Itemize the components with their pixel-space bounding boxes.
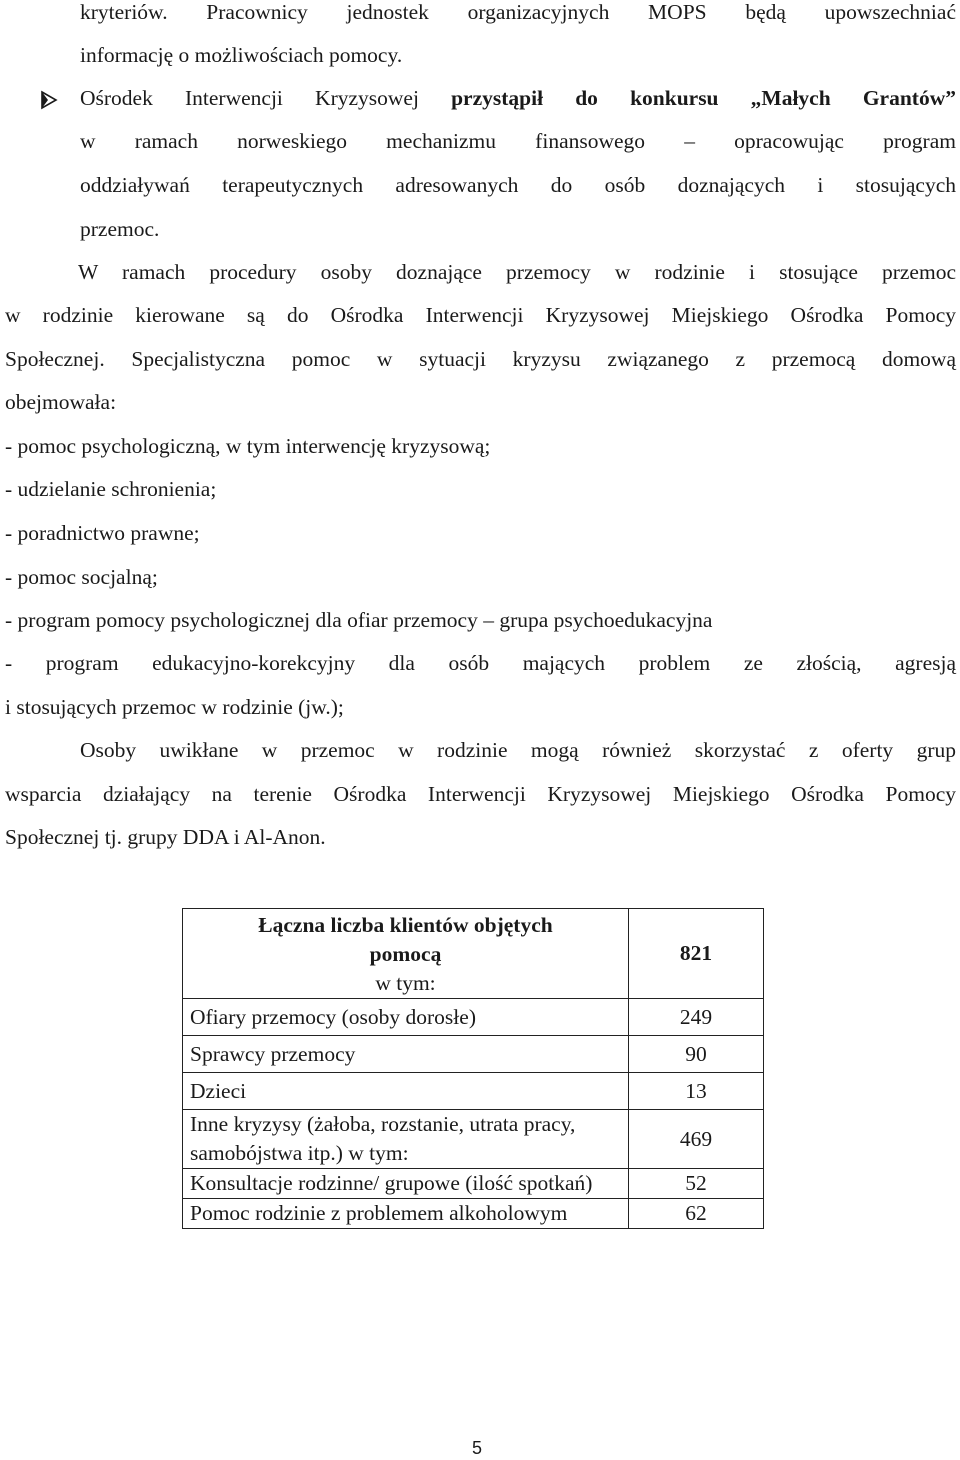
paragraph-line: Społecznej tj. grupy DDA i Al-Anon.	[5, 825, 326, 849]
table-cell-value: 13	[629, 1073, 764, 1110]
paragraph-line	[80, 88, 956, 110]
paragraph-line: przemoc.	[80, 217, 160, 241]
table-cell-label: Sprawcy przemocy	[183, 1036, 629, 1073]
page-number: 5	[472, 1438, 483, 1458]
table-header-title: Łączna liczba klientów objętych	[258, 913, 553, 937]
table-cell-label: Konsultacje rodzinne/ grupowe (ilość spotkań)	[183, 1169, 629, 1199]
table-cell-value: 249	[629, 999, 764, 1036]
paragraph-line: w rodzinie kierowane są do Ośrodka Interwencji Kryzysowej Miejskiego Ośrodka Pomocy	[5, 303, 956, 327]
table-cell-value: 90	[629, 1036, 764, 1073]
bullet-text: Ośrodek Interwencji Kryzysowej	[80, 86, 419, 110]
table-row	[183, 1199, 764, 1229]
paragraph-line: w ramach norweskiego mechanizmu finansowego – opracowując program	[80, 129, 956, 153]
table-cell-label: Pomoc rodzinie z problemem alkoholowym	[183, 1199, 629, 1229]
table-header-value: 821	[629, 909, 764, 999]
paragraph-line: wsparcia działający na terenie Ośrodka Interwencji Kryzysowej Miejskiego Ośrodka Pomocy	[5, 782, 956, 806]
paragraph-line: informację o możliwościach pomocy.	[80, 43, 403, 67]
table-cell-label: Ofiary przemocy (osoby dorosłe)	[183, 999, 629, 1036]
table-row	[183, 1169, 764, 1199]
paragraph-line: oddziaływań terapeutycznych adresowanych do osób doznających i stosujących	[80, 173, 956, 197]
table-cell-label: Inne kryzysy (żałoba, rozstanie, utrata pracy, samobójstwa itp.) w tym:	[183, 1110, 629, 1169]
paragraph-line: W ramach procedury osoby doznające przemocy w rodzinie i stosujące przemoc	[78, 260, 956, 284]
list-item: - program edukacyjno-korekcyjny dla osób mających problem ze złością, agresją	[5, 651, 956, 675]
table-cell-value: 52	[629, 1169, 764, 1199]
paragraph-line: obejmowała:	[5, 390, 117, 414]
table-row	[183, 1073, 764, 1110]
table-row	[183, 999, 764, 1036]
table-header-row	[183, 909, 764, 999]
table-header-cell	[183, 909, 629, 999]
table-cell-label: Dzieci	[183, 1073, 629, 1110]
list-item: - pomoc psychologiczną, w tym interwencję kryzysową;	[5, 434, 491, 458]
paragraph-line: Osoby uwikłane w przemoc w rodzinie mogą również skorzystać z oferty grup	[80, 738, 956, 762]
arrow-bullet-icon	[40, 90, 58, 110]
table-cell-value: 62	[629, 1199, 764, 1229]
table-row	[183, 1110, 764, 1169]
list-item: - udzielanie schronienia;	[5, 477, 217, 501]
list-item: i stosujących przemoc w rodzinie (jw.);	[5, 695, 344, 719]
list-item: - poradnictwo prawne;	[5, 521, 200, 545]
clients-table	[182, 908, 764, 1229]
bullet-text-bold: przystąpił do konkursu „Małych Grantów”	[451, 86, 956, 110]
paragraph-line: Społecznej. Specjalistyczna pomoc w sytuacji kryzysu związanego z przemocą domową	[5, 347, 956, 371]
paragraph-line: kryteriów. Pracownicy jednostek organizacyjnych MOPS będą upowszechniać	[80, 0, 956, 24]
list-item: - pomoc socjalną;	[5, 565, 158, 589]
table-header-subtitle: w tym:	[375, 971, 436, 995]
list-item: - program pomocy psychologicznej dla ofiar przemocy – grupa psychoedukacyjna	[5, 608, 713, 632]
table-header-title: pomocą	[369, 942, 442, 966]
table-row	[183, 1036, 764, 1073]
table-cell-value: 469	[629, 1110, 764, 1169]
